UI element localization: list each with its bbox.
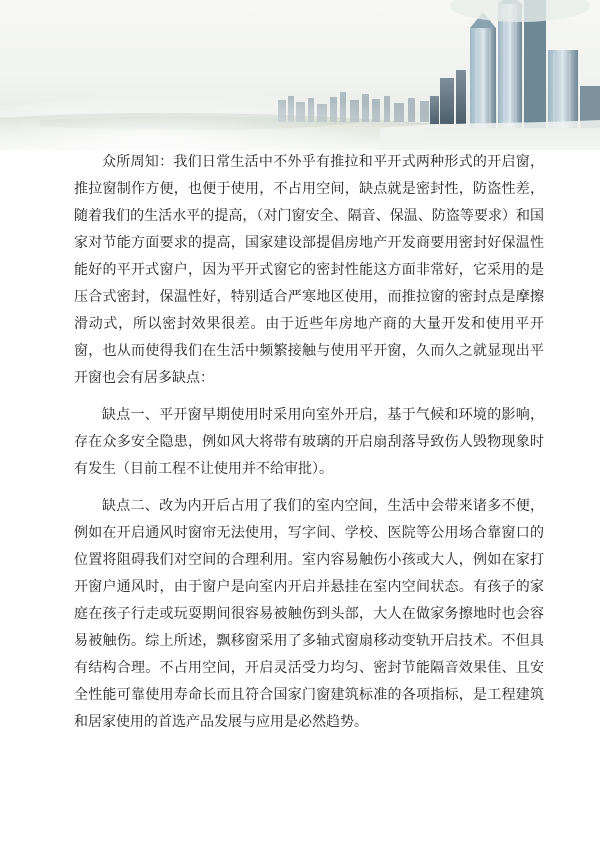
header-skyline-banner xyxy=(0,0,600,150)
paragraph-drawback-two: 缺点二、改为内开后占用了我们的室内空间，生活中会带来诸多不便，例如在开启通风时窗帘无法使用，写字间、学校、医院等公用场合靠窗口的位置将阻碍我们对空间的合理利用。室内容易触伤小孩或大人，例如在家打开窗户通风时，由于窗户是向室内开启并悬挂在室内空间状态。有孩子的家庭在孩子行走或玩耍期间很容易被触伤到头部，大人在做家务擦地时也会容易被触伤。综上所述，飘移窗采用了多轴式窗扇移动变轨开启技术。不但具有结构合理。不占用空间，开启灵活受力均匀、密封节能隔音效果佳、且安全性能可靠使用寿命长而且符合国家门窗建筑标准的各项指标，是工程建筑和居家使用的首选产品发展与应用是必然趋势。 xyxy=(74,498,544,730)
article-body xyxy=(74,149,544,746)
paragraph-drawback-one: 缺点一、平开窗早期使用时采用向室外开启，基于气候和环境的影响，存在众多安全隐患，例如风大将带有玻璃的开启扇刮落导致伤人毁物现象时有发生（目前工程不让使用并不给审批）。 xyxy=(74,407,544,477)
city-skyline-illustration xyxy=(0,0,600,150)
paragraph-intro: 众所周知：我们日常生活中不外乎有推拉和平开式两种形式的开启窗，推拉窗制作方便，也便于使用，不占用空间，缺点就是密封性，防盗性差，随着我们的生活水平的提高，（对门窗安全、隔音、保温、防盗等要求）和国家对节能方面要求的提高，国家建设部提倡房地产开发商要用密封好保温性能好的平开式窗户，因为平开式窗它的密封性能这方面非常好，它采用的是压合式密封，保温性好，特别适合严寒地区使用，而推拉窗的密封点是摩擦滑动式，所以密封效果很差。由于近些年房地产商的大量开发和使用平开窗，也从而使得我们在生活中频繁接触与使用平开窗，久而久之就显现出平开窗也会有居多缺点： xyxy=(74,154,544,386)
